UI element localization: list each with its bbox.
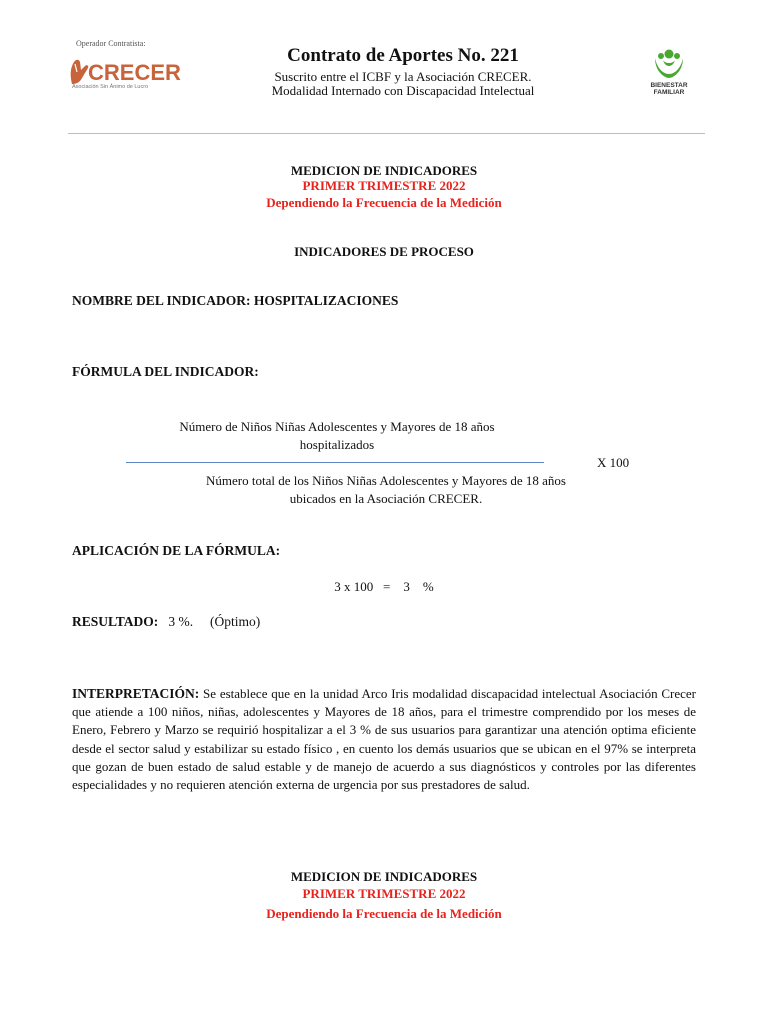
section1-frecuencia: Dependiendo la Frecuencia de la Medición (266, 195, 502, 210)
section1-title: MEDICION DE INDICADORES (290, 163, 478, 178)
bienestar-text: BIENESTAR (650, 82, 688, 89)
crecer-logo (68, 52, 181, 92)
formula-multiplier: X 100 (597, 455, 630, 470)
bienestar-familiar-logo (641, 46, 697, 102)
formula-heading: FÓRMULA DEL INDICADOR: (72, 364, 259, 379)
section2-frecuencia: Dependiendo la Frecuencia de la Medición (266, 906, 502, 921)
document-subtitle-2: Modalidad Internado con Discapacidad Intelectual (271, 83, 535, 98)
operator-label: Operador Contratista: (76, 39, 146, 48)
result-row (72, 614, 260, 630)
interpretation-label: INTERPRETACIÓN: (72, 686, 200, 701)
header-divider (68, 133, 705, 134)
result-value: 3 %. (Óptimo) (158, 614, 261, 629)
fraction-bar (126, 462, 544, 463)
formula-denominator-line1: Número total de los Niños Niñas Adolescentes y Mayores de 18 años (206, 473, 566, 488)
section2-trimestre: PRIMER TRIMESTRE 2022 (302, 886, 466, 901)
indicator-name: NOMBRE DEL INDICADOR: HOSPITALIZACIONES (72, 293, 399, 308)
formula-denominator-line2: ubicados en la Asociación CRECER. (289, 491, 483, 506)
section1-trimestre: PRIMER TRIMESTRE 2022 (302, 178, 466, 193)
formula-numerator-line1: Número de Niños Niñas Adolescentes y Mayores de 18 años (179, 419, 495, 434)
interpretation-paragraph (72, 685, 696, 794)
bienestar-familiar-emblem-icon (641, 46, 697, 82)
formula-calculation: 3 x 100 = 3 % (334, 579, 434, 594)
application-heading: APLICACIÓN DE LA FÓRMULA: (72, 543, 281, 558)
document-title: Contrato de Aportes No. 221 (287, 45, 519, 66)
document-subtitle-1: Suscrito entre el ICBF y la Asociación CRECER. (274, 69, 532, 84)
familiar-text: FAMILIAR (653, 89, 685, 96)
interpretation-text: Se establece que en la unidad Arco Iris modalidad discapacidad intelectual Asociación Crecer que atiende a 100 niños, niñas, adolescentes y Mayores de 18 años, para el trimestre comprendido por los meses de Enero, Febrero y Marzo se requirió hospitalizar a el 3 % de sus usuarios para garantizar una atención optima eficiente desde el sector salud y estabilizar su estado físico , en cuento los demás usuarios que se ubican en el 97% se interpreta que gozan de buen estado de salud estable y de manejo de acuerdo a sus diagnósticos y controles por las diferentes especialidades y no requieren atención externa de urgencia por sus prestadores de salud. (72, 686, 696, 793)
crecer-logo-subtitle: Asociación Sin Ánimo de Lucro (72, 84, 149, 90)
crecer-logo-text: CRECER (88, 60, 181, 85)
formula-numerator-line2: hospitalizados (299, 437, 375, 452)
section2-title: MEDICION DE INDICADORES (290, 869, 478, 884)
crecer-hand-icon (68, 56, 90, 86)
process-indicators-heading: INDICADORES DE PROCESO (294, 244, 474, 259)
result-label: RESULTADO: (72, 614, 159, 629)
